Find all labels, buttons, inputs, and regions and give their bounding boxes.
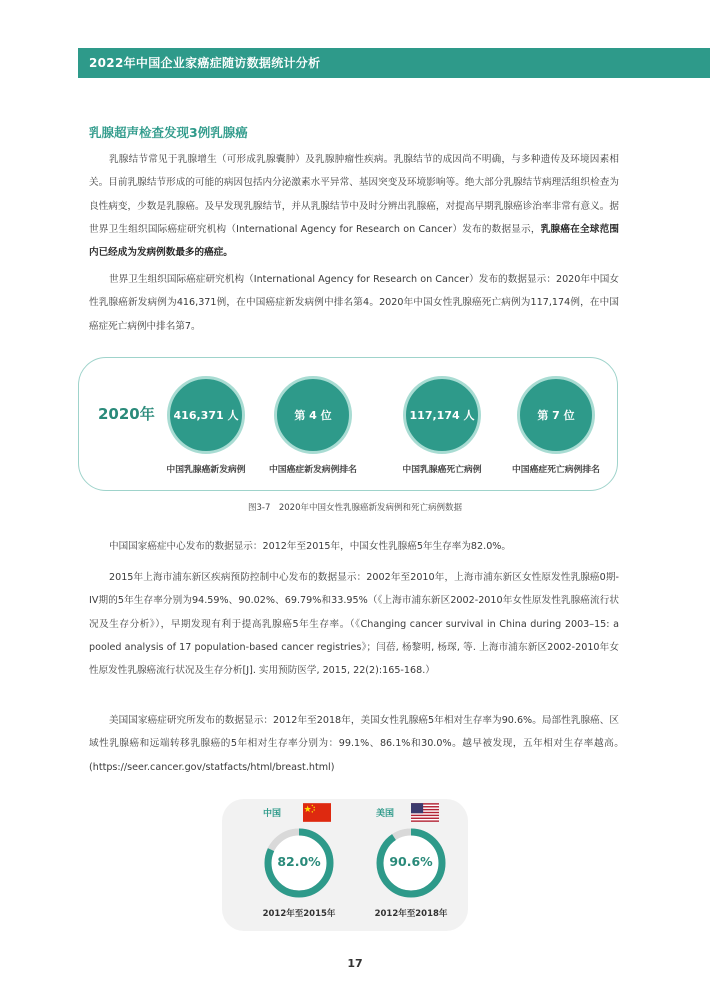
stat-circle-deaths [403, 376, 481, 454]
figure-caption: 图3-7 2020年中国女性乳腺癌新发病例和死亡病例数据 [247, 503, 463, 513]
china-flag-icon [303, 803, 331, 822]
paragraph-1-text: 乳腺结节常见于乳腺增生（可形成乳腺囊肿）及乳腺肿瘤性疾病。乳腺结节的成因尚不明确，与多种遗传及环境因素相关。目前乳腺结节形成的可能的病因包括内分泌激素水平异常、基因突变及环境影响等。绝大部分乳腺结节病理活组织检查为良性病变，少数是乳腺癌。及早发现乳腺结节，并从乳腺结节中及时分辨出乳腺癌，对提高早期乳腺癌诊治率非常有意义。据世界卫生组织国际癌症研究机构（International Agency for Research on Cancer）发布的数据显示， [89, 154, 619, 235]
country-label-usa: 美国 [376, 809, 395, 819]
stat-circle-death-rank [517, 376, 595, 454]
paragraph-4: 2015年上海市浦东新区疾病预防控制中心发布的数据显示：2002年至2010年，上海市浦东新区女性原发性乳腺癌0期-IV期的5年生存率分别为94.59%、90.02%、69.79%和33.95%（《上海市浦东新区2002-2010年女性原发性乳腺癌流行状况及生存分析》），早期发现有利于提高乳腺癌5年生存率。（《Changing cancer survival in China during 2003–15: a pooled analysis of 17 population-based cancer registries》；闫蓓, 杨黎明, 杨琛, 等. 上海市浦东新区2002-2010年女性原发性乳腺癌流行状况及生存分析[J]. 实用预防医学, 2015, 22(2):165-168.） [89, 572, 619, 677]
usa-flag-icon [411, 803, 439, 822]
header-bar [78, 48, 710, 78]
stat-label-death-rank: 中国癌症死亡病例排名 [512, 465, 600, 475]
stat-value: 117,174 人 [409, 409, 475, 422]
stat-circle-new-rank [274, 376, 352, 454]
survival-rate-china: 82.0% [277, 854, 321, 869]
paragraph-2: 世界卫生组织国际癌症研究机构（International Agency for Research on Cancer）发布的数据显示：2020年中国女性乳腺癌新发病例为416,371例，在中国癌症新发病例中排名第4。2020年中国女性乳腺癌死亡病例为117,174例，在中国癌症死亡病例中排名第7。 [89, 274, 619, 332]
section-title: 乳腺超声检查发现3例乳腺癌 [89, 125, 248, 140]
stat-label-new-rank: 中国癌症新发病例排名 [269, 465, 357, 475]
period-label-china: 2012年至2015年 [262, 909, 336, 919]
survival-rate-usa: 90.6% [389, 854, 433, 869]
stat-value: 第 4 位 [294, 409, 332, 422]
stat-label-new-cases: 中国乳腺癌新发病例 [166, 465, 246, 475]
paragraph-5: 美国国家癌症研究所发布的数据显示：2012年至2018年，美国女性乳腺癌5年相对生存率为90.6%。局部性乳腺癌、区域性乳腺癌和远端转移乳腺癌的5年相对生存率分别为：99.1%、86.1%和30.0%。越早被发现，五年相对生存率越高。 (https://seer.cancer.gov/statfacts/html/breast.html) [89, 715, 629, 773]
paragraph-3: 中国国家癌症中心发布的数据显示：2012年至2015年，中国女性乳腺癌5年生存率为82.0%。 [109, 541, 512, 552]
stat-value: 416,371 人 [173, 409, 239, 422]
paragraph-1 [89, 148, 619, 264]
stats-year: 2020年 [98, 405, 155, 423]
stat-label-deaths: 中国乳腺癌死亡病例 [402, 465, 482, 475]
paragraph-1-emphasis: 乳腺癌在全球范围内已经成为发病例数最多的癌症。 [89, 223, 619, 259]
page-number: 17 [347, 957, 363, 970]
period-label-usa: 2012年至2018年 [374, 909, 448, 919]
country-label-china: 中国 [263, 809, 282, 819]
header-title: 2022年中国企业家癌症随访数据统计分析 [89, 56, 321, 70]
stat-value: 第 7 位 [537, 409, 575, 422]
stat-circle-new-cases [167, 376, 245, 454]
